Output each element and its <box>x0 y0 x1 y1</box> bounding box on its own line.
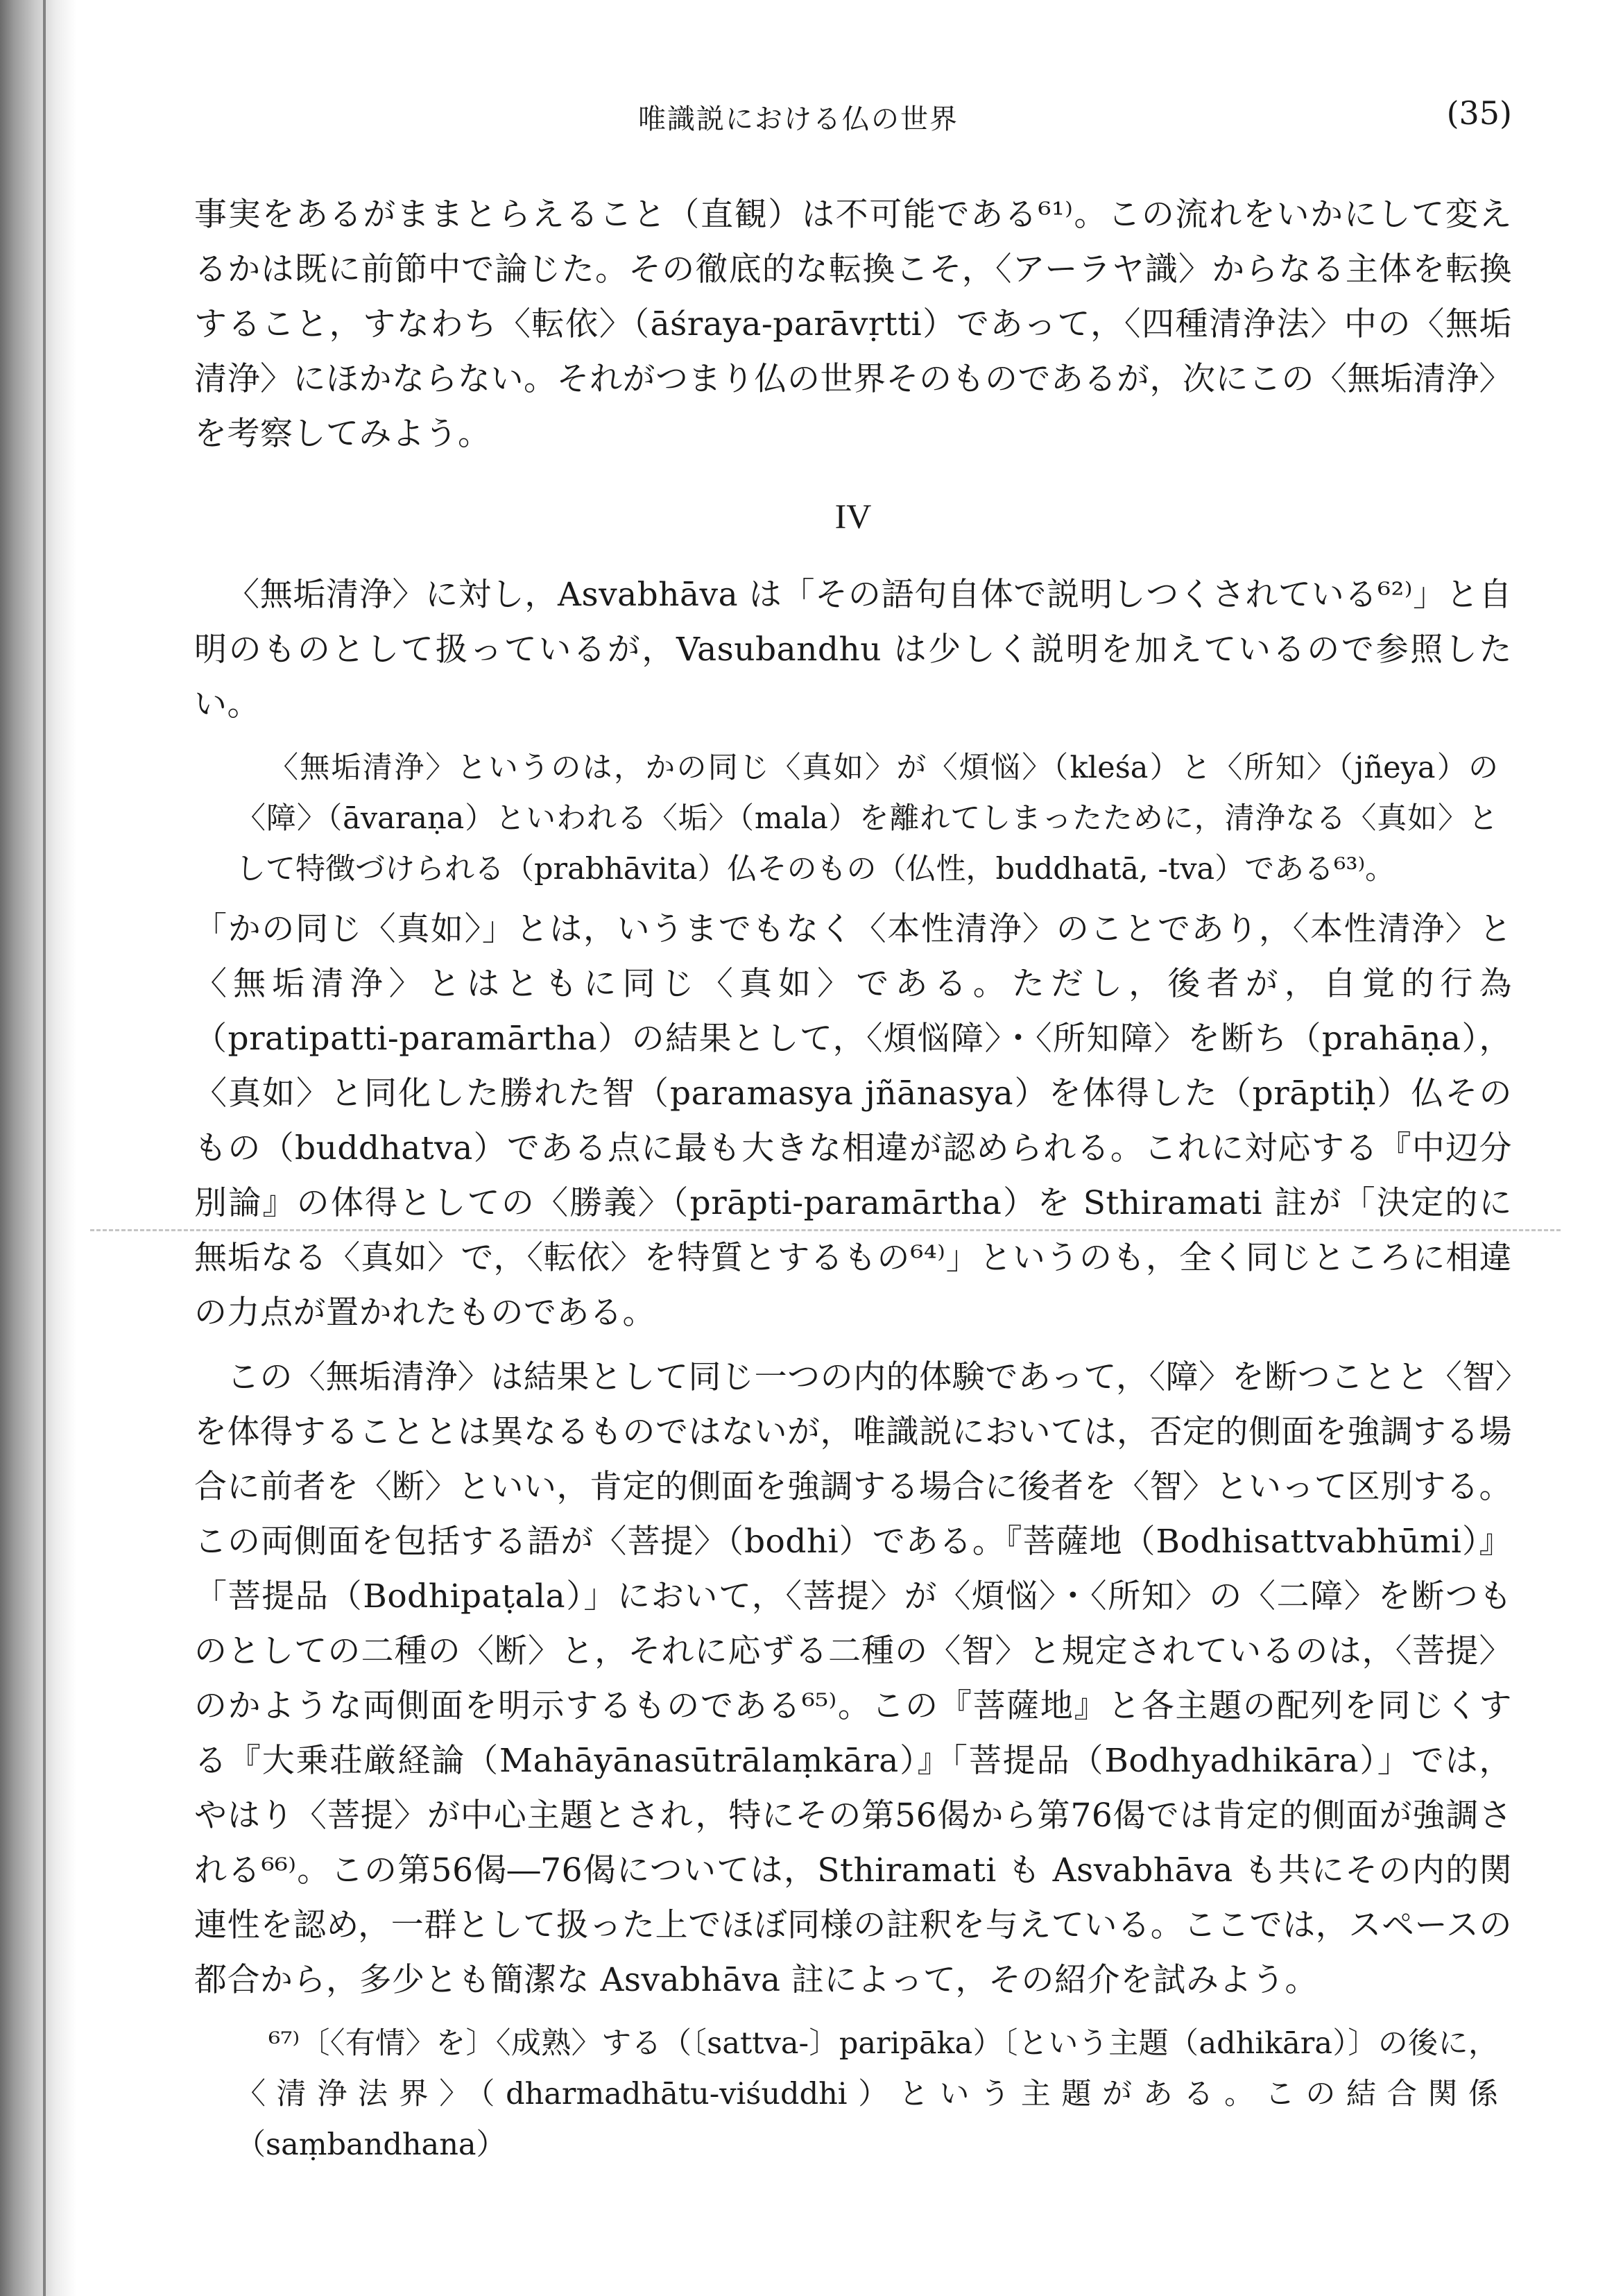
running-header <box>194 90 1512 146</box>
book-page <box>194 90 1512 2177</box>
block-quote-2-text: ⁶⁷⁾〔〈有情〉を〕〈成熟〉する（〔sattva-〕paripāka）〔という主題（adhikāra）〕の後に，〈清浄法界〉（dharmadhātu-viśuddhi）という主題がある。この結合関係（saṃbandhana） <box>236 2026 1498 2162</box>
block-quote-2 <box>194 2019 1512 2170</box>
running-title: 唯識説における仏の世界 <box>638 103 959 135</box>
paragraph-1: 事実をあるがままとらえること（直観）は不可能である⁶¹⁾。この流れをいかにして変えるかは既に前節中で論じた。その徹底的な転換こそ，〈アーラヤ識〉からなる主体を転換すること，すなわち〈転依〉（āśraya-parāvṛtti）であって，〈四種清浄法〉中の〈無垢清浄〉にほかならない。それがつまり仏の世界そのものであるが，次にこの〈無垢清浄〉を考察してみよう。 <box>194 196 1512 453</box>
block-quote-1-text: 〈無垢清浄〉というのは，かの同じ〈真如〉が〈煩悩〉（kleśa）と〈所知〉（jñeya）の〈障〉（āvaraṇa）といわれる〈垢〉（mala）を離れてしまったために，清浄なる〈真如〉として特徴づけられる（prabhāvita）仏そのもの（仏性，buddhatā, -tva）である⁶³⁾。 <box>236 751 1498 886</box>
block-quote-1 <box>194 743 1512 895</box>
paragraph-3: 「かの同じ〈真如〉」とは，いうまでもなく〈本性清浄〉のことであり，〈本性清浄〉と〈無垢清浄〉とはともに同じ〈真如〉である。ただし，後者が，自覚的行為（pratipatti-paramārtha）の結果として，〈煩悩障〉・〈所知障〉を断ち（prahāṇa），〈真如〉と同化した勝れた智（paramasya jñānasya）を体得した（prāptiḥ）仏そのもの（buddhatva）である点に最も大きな相違が認められる。これに対応する『中辺分別論』の体得としての〈勝義〉（prāpti-paramārtha）を Sthiramati 註が「決定的に無垢なる〈真如〉で，〈転依〉を特質とするもの⁶⁴⁾」というのも，全く同じところに相違の力点が置かれたものである。 <box>194 910 1512 1332</box>
page-binding-shadow <box>0 0 76 2296</box>
paragraph-2: 〈無垢清浄〉に対し，Asvabhāva は「その語句自体で説明しつくされている⁶²⁾」と自明のものとして扱っているが，Vasubandhu は少しく説明を加えているので参照したい。 <box>194 576 1512 723</box>
paragraph-4: この〈無垢清浄〉は結果として同じ一つの内的体験であって，〈障〉を断つことと〈智〉を体得することとは異なるものではないが，唯識説においては，否定的側面を強調する場合に前者を〈断〉といい，肯定的側面を強調する場合に後者を〈智〉といって区別する。この両側面を包括する語が〈菩提〉（bodhi）である。『菩薩地（Bodhisattvabhūmi）』「菩提品（Bodhipaṭala）」において，〈菩提〉が〈煩悩〉・〈所知〉の〈二障〉を断つものとしての二種の〈断〉と，それに応ずる二種の〈智〉と規定されているのは，〈菩提〉のかような両側面を明示するものである⁶⁵⁾。この『菩薩地』と各主題の配列を同じくする『大乗荘厳経論（Mahāyānasūtrālaṃkāra）』「菩提品（Bodhyadhikāra）」では，やはり〈菩提〉が中心主題とされ，特にその第56偈から第76偈では肯定的側面が強調される⁶⁶⁾。この第56偈―76偈については，Sthiramati も Asvabhāva も共にその内的関連性を認め，一群として扱った上でほぼ同様の註釈を与えている。ここでは，スペースの都合から，多少とも簡潔な Asvabhāva 註によって，その紹介を試みよう。 <box>194 1358 1512 1999</box>
page-number: (35) <box>1446 94 1512 132</box>
binding-crease <box>43 0 46 2296</box>
section-heading: IV <box>834 497 872 536</box>
